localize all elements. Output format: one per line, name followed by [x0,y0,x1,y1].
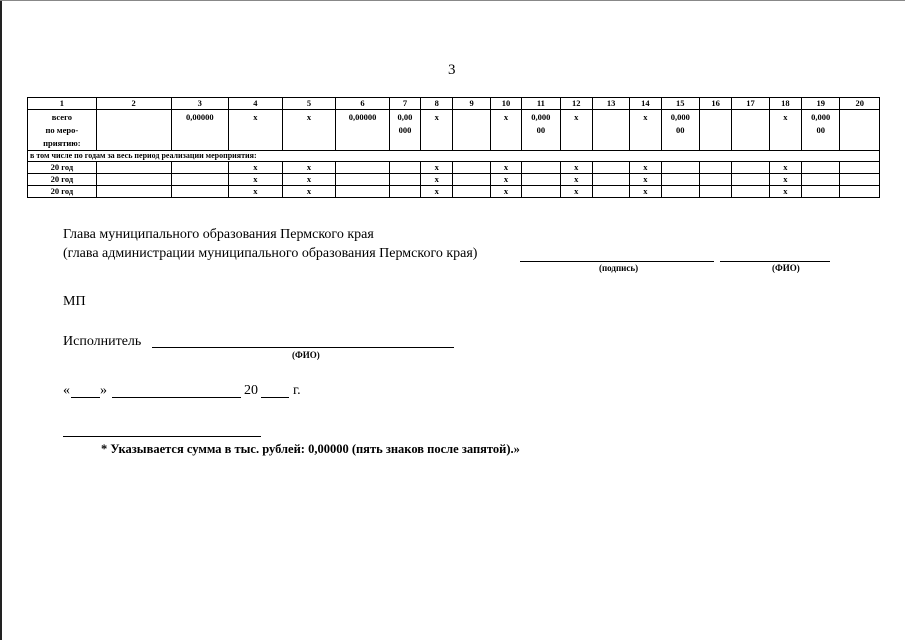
table-cell [699,162,731,174]
date-month-line[interactable] [112,397,241,398]
table-cell [732,174,769,186]
table-cell: x [490,174,521,186]
head-title: Глава муниципального образования Пермского края [63,227,374,242]
table-cell [453,162,490,174]
table-row-year [28,162,880,174]
table-cell [96,162,171,174]
table-cell: x [630,162,661,174]
executor-fio-caption: (ФИО) [292,350,320,360]
table-cell [336,174,390,186]
table-cell [840,162,880,174]
table-cell: x [229,162,283,174]
page-number: 3 [448,62,456,78]
table-cell [171,174,229,186]
page-left-edge [0,0,2,640]
table-cell: x [490,162,521,174]
table-cell [699,186,731,198]
table-row-total [28,110,880,151]
table-cell [522,174,560,186]
year-label-cell: 20 год [28,186,97,198]
total-label-line: приятию: [43,138,81,148]
date-open-quote: « [63,383,70,398]
date-close-quote: » [100,383,107,398]
table-cell: x [630,174,661,186]
table-cell: x [630,110,661,151]
table-cell [453,186,490,198]
table-cell [389,186,420,198]
total-label-line: по меро- [45,125,79,135]
signature-caption: (подпись) [599,263,639,273]
date-year-suffix: г. [293,383,301,398]
header-cell: 10 [490,98,521,110]
table-cell: 0,000 00 [802,110,840,151]
executor-label: Исполнитель [63,334,142,349]
header-cell: 12 [560,98,592,110]
table-cell [592,110,629,151]
table-cell [592,186,629,198]
header-cell: 8 [421,98,453,110]
header-cell: 18 [769,98,801,110]
table-cell [96,186,171,198]
table-cell: x [490,110,521,151]
table-cell [453,174,490,186]
table-cell: x [769,174,801,186]
header-cell: 5 [282,98,336,110]
date-year-prefix: 20 [244,383,258,398]
table-cell [389,162,420,174]
header-cell: 3 [171,98,229,110]
page-top-edge [0,0,905,1]
table-cell [732,162,769,174]
table-cell [732,186,769,198]
footnote: * Указывается сумма в тыс. рублей: 0,00000 (пять знаков после запятой).» [101,442,520,456]
table-cell: x [421,186,453,198]
table-cell: x [560,110,592,151]
table-cell [802,174,840,186]
table-row-breakdown-label [28,151,880,162]
table-cell [171,186,229,198]
table-cell: x [282,186,336,198]
table-cell [522,162,560,174]
header-cell: 2 [96,98,171,110]
date-day-line[interactable] [71,397,100,398]
table-cell: x [282,110,336,151]
table-row-year [28,186,880,198]
year-label-cell: 20 год [28,174,97,186]
table-cell: x [229,174,283,186]
table-cell: x [560,174,592,186]
table-cell [336,186,390,198]
header-cell: 14 [630,98,661,110]
table-cell [389,174,420,186]
table-cell: x [282,174,336,186]
header-cell: 20 [840,98,880,110]
table-cell: x [421,162,453,174]
header-cell: 17 [732,98,769,110]
table-cell: 0,000 00 [661,110,699,151]
year-label-cell: 20 год [28,162,97,174]
footnote-separator [63,436,261,437]
header-cell: 16 [699,98,731,110]
header-cell: 1 [28,98,97,110]
table-cell [699,174,731,186]
table-cell: x [421,110,453,151]
budget-table [27,97,880,198]
table-cell: x [229,110,283,151]
table-cell [96,110,171,151]
table-cell [96,174,171,186]
table-cell [336,162,390,174]
table-cell: x [769,186,801,198]
header-cell: 13 [592,98,629,110]
signature-line[interactable] [520,261,714,262]
table-cell: x [560,186,592,198]
stamp-mark: МП [63,294,86,309]
head-fio-line[interactable] [720,261,830,262]
table-cell [661,174,699,186]
table-cell [840,110,880,151]
date-year-line[interactable] [261,397,289,398]
head-subtitle: (глава администрации муниципального образования Пермского края) [63,246,478,261]
table-cell: x [630,186,661,198]
table-cell: x [560,162,592,174]
total-label-cell [28,110,97,151]
header-cell: 7 [389,98,420,110]
table-cell: x [769,162,801,174]
breakdown-label-cell: в том числе по годам за весь период реализации мероприятия: [28,151,880,162]
table-cell [699,110,731,151]
table-cell: x [229,186,283,198]
table-cell: x [421,174,453,186]
head-fio-caption: (ФИО) [772,263,800,273]
table-cell [453,110,490,151]
table-cell [592,174,629,186]
header-cell: 9 [453,98,490,110]
header-cell: 15 [661,98,699,110]
table-cell: 0,00000 [336,110,390,151]
executor-fio-line[interactable] [152,347,454,348]
table-header-row [28,98,880,110]
table-cell: x [282,162,336,174]
table-cell [802,162,840,174]
total-label-line: всего [51,112,72,122]
table-cell [732,110,769,151]
table-cell: x [769,110,801,151]
table-row-year [28,174,880,186]
table-cell: 0,000 00 [522,110,560,151]
table-cell [802,186,840,198]
header-cell: 4 [229,98,283,110]
table-cell: 0,00 000 [389,110,420,151]
table-cell [522,186,560,198]
table-cell [840,174,880,186]
table-cell [171,162,229,174]
header-cell: 19 [802,98,840,110]
table-cell [661,162,699,174]
table-cell [840,186,880,198]
header-cell: 6 [336,98,390,110]
table-cell: x [490,186,521,198]
table-cell [661,186,699,198]
table-cell [592,162,629,174]
header-cell: 11 [522,98,560,110]
table-cell: 0,00000 [171,110,229,151]
